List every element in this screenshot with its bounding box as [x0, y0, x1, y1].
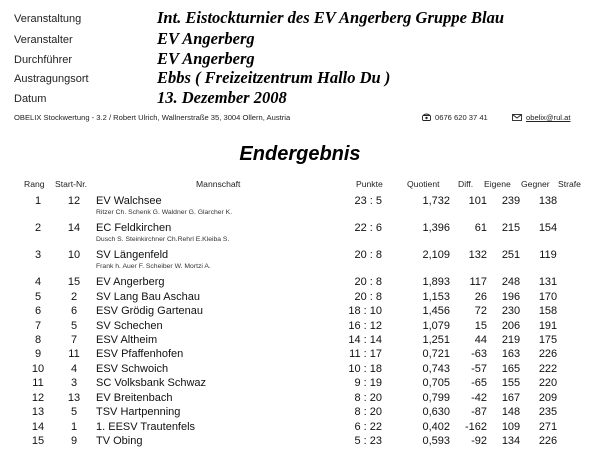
- envelope-icon: [512, 114, 522, 121]
- points: 20 : 8: [354, 291, 382, 303]
- rank: 3: [34, 249, 42, 261]
- start-number: 5: [70, 406, 78, 418]
- own-score: 206: [501, 320, 521, 332]
- rank: 10: [31, 363, 45, 375]
- team-name: EC Feldkirchen: [96, 222, 172, 234]
- difference: -87: [471, 406, 487, 418]
- quotient: 0,743: [422, 363, 450, 375]
- points: 22 : 6: [354, 222, 382, 234]
- start-number: 6: [70, 305, 78, 317]
- difference: -57: [471, 363, 487, 375]
- difference: 61: [474, 222, 487, 234]
- info-label: Datum: [14, 93, 47, 105]
- difference: 44: [474, 334, 487, 346]
- rank: 15: [31, 435, 45, 447]
- difference: -42: [471, 392, 487, 404]
- info-row-datum: [0, 88, 600, 110]
- rank: 8: [34, 334, 42, 346]
- points: 9 : 19: [354, 377, 382, 389]
- opponent-score: 271: [538, 421, 558, 433]
- opponent-score: 170: [538, 291, 558, 303]
- start-number: 9: [70, 435, 78, 447]
- info-row-austragungsort: [0, 68, 600, 90]
- opponent-score: 235: [538, 406, 558, 418]
- start-number: 14: [67, 222, 81, 234]
- header-start: Start-Nr.: [55, 179, 87, 189]
- quotient: 1,251: [422, 334, 450, 346]
- difference: 72: [474, 305, 487, 317]
- rank: 4: [34, 276, 42, 288]
- rank: 5: [34, 291, 42, 303]
- team-name: ESV Schwoich: [96, 363, 169, 375]
- own-score: 167: [501, 392, 521, 404]
- quotient: 2,109: [422, 249, 450, 261]
- team-name: ESV Altheim: [96, 334, 158, 346]
- opponent-score: 119: [539, 249, 557, 261]
- own-score: 134: [501, 435, 521, 447]
- difference: 117: [469, 276, 487, 288]
- header-strafe: Strafe: [558, 179, 581, 189]
- rank: 12: [31, 392, 45, 404]
- start-number: 1: [70, 421, 78, 433]
- points: 11 : 17: [349, 348, 382, 360]
- own-score: 215: [501, 222, 521, 234]
- team-name: ESV Pfaffenhofen: [96, 348, 184, 360]
- points: 6 : 22: [354, 421, 382, 433]
- rank: 9: [34, 348, 42, 360]
- quotient: 0,799: [422, 392, 450, 404]
- quotient: 0,593: [422, 435, 450, 447]
- start-number: 12: [67, 195, 81, 207]
- difference: 15: [474, 320, 487, 332]
- rank: 14: [31, 421, 45, 433]
- difference: -92: [471, 435, 487, 447]
- header-quotient: Quotient: [407, 179, 440, 189]
- info-label: Durchführer: [14, 54, 73, 66]
- rank: 7: [34, 320, 42, 332]
- opponent-score: 209: [538, 392, 558, 404]
- rank: 1: [34, 195, 42, 207]
- opponent-score: 226: [538, 348, 558, 360]
- points: 8 : 20: [354, 406, 382, 418]
- quotient: 1,732: [422, 195, 450, 207]
- own-score: 248: [501, 276, 521, 288]
- software-footer: [14, 113, 592, 127]
- points: 20 : 8: [354, 249, 382, 261]
- team-name: TSV Hartpenning: [96, 406, 181, 418]
- info-value: Int. Eistockturnier des EV Angerberg Gruppe Blau: [157, 8, 505, 27]
- difference: -65: [471, 377, 487, 389]
- opponent-score: 175: [538, 334, 558, 346]
- info-value: 13. Dezember 2008: [157, 88, 287, 107]
- email: [512, 113, 570, 122]
- own-score: 219: [501, 334, 521, 346]
- info-row-veranstaltung: [0, 8, 600, 30]
- quotient: 1,396: [422, 222, 450, 234]
- header-team: Mannschaft: [196, 179, 241, 189]
- own-score: 155: [501, 377, 521, 389]
- opponent-score: 154: [538, 222, 558, 234]
- own-score: 109: [501, 421, 521, 433]
- info-row-veranstalter: [0, 29, 600, 51]
- opponent-score: 220: [538, 377, 558, 389]
- start-number: 11: [68, 348, 80, 360]
- phone-icon: [422, 113, 431, 121]
- info-value: EV Angerberg: [157, 49, 255, 68]
- info-label: Austragungsort: [14, 73, 89, 85]
- own-score: 148: [501, 406, 521, 418]
- difference: 101: [468, 195, 487, 207]
- opponent-score: 131: [538, 276, 558, 288]
- points: 16 : 12: [348, 320, 382, 332]
- header-rang: Rang: [24, 179, 45, 189]
- team-name: SV Lang Bau Aschau: [96, 291, 200, 303]
- start-number: 3: [70, 377, 78, 389]
- points: 20 : 8: [354, 276, 382, 288]
- info-value: Ebbs ( Freizeitzentrum Hallo Du ): [157, 68, 391, 87]
- points: 18 : 10: [348, 305, 382, 317]
- start-number: 13: [67, 392, 81, 404]
- team-name: ESV Grödig Gartenau: [96, 305, 204, 317]
- difference: -63: [471, 348, 487, 360]
- team-name: EV Walchsee: [96, 195, 162, 207]
- opponent-score: 158: [538, 305, 558, 317]
- email-address[interactable]: obelix@rul.at: [526, 113, 571, 122]
- difference: 132: [468, 249, 487, 261]
- team-name: EV Angerberg: [96, 276, 165, 288]
- header-diff: Diff.: [458, 179, 474, 189]
- points: 8 : 20: [354, 392, 382, 404]
- start-number: 2: [70, 291, 78, 303]
- quotient: 0,721: [422, 348, 450, 360]
- team-name: SV Schechen: [96, 320, 163, 332]
- quotient: 1,079: [422, 320, 450, 332]
- own-score: 163: [501, 348, 521, 360]
- info-label: Veranstaltung: [14, 13, 82, 25]
- opponent-score: 138: [538, 195, 558, 207]
- quotient: 1,456: [422, 305, 450, 317]
- start-number: 7: [70, 334, 78, 346]
- phone-number: 0676 620 37 41: [435, 113, 488, 122]
- header-points: Punkte: [356, 179, 383, 189]
- rank: 11: [32, 377, 44, 389]
- own-score: 230: [501, 305, 521, 317]
- header-eigene: Eigene: [484, 179, 511, 189]
- own-score: 239: [501, 195, 521, 207]
- software-credit: OBELIX Stockwertung - 3.2 / Robert Ulrich, Wallnerstraße 35, 3004 Ollern, Austria: [14, 113, 291, 122]
- rank: 2: [34, 222, 42, 234]
- quotient: 1,893: [422, 276, 450, 288]
- difference: 26: [474, 291, 487, 303]
- page-title: Endergebnis: [239, 143, 361, 165]
- header-gegner: Gegner: [521, 179, 550, 189]
- rank: 13: [31, 406, 45, 418]
- players: Ritzer Ch. Schenk G. Waldner G. Glarcher K.: [96, 209, 233, 216]
- team-name: EV Breitenbach: [96, 392, 173, 404]
- points: 10 : 18: [348, 363, 382, 375]
- start-number: 10: [67, 249, 81, 261]
- opponent-score: 191: [538, 320, 558, 332]
- rank: 6: [34, 305, 42, 317]
- quotient: 0,402: [422, 421, 450, 433]
- own-score: 196: [501, 291, 521, 303]
- opponent-score: 222: [538, 363, 558, 375]
- info-value: EV Angerberg: [157, 29, 255, 48]
- players: Dusch S. Steinkirchner Ch.Rehrl E.Kleiba S.: [96, 236, 230, 243]
- start-number: 4: [70, 363, 78, 375]
- own-score: 251: [501, 249, 521, 261]
- phone: [422, 113, 488, 122]
- team-name: 1. EESV Trautenfels: [96, 421, 196, 433]
- points: 14 : 14: [348, 334, 382, 346]
- points: 23 : 5: [354, 195, 382, 207]
- quotient: 0,705: [422, 377, 450, 389]
- start-number: 5: [70, 320, 78, 332]
- team-name: SC Volksbank Schwaz: [96, 377, 207, 389]
- start-number: 15: [67, 276, 81, 288]
- team-name: SV Längenfeld: [96, 249, 169, 261]
- points: 5 : 23: [354, 435, 382, 447]
- quotient: 0,630: [422, 406, 450, 418]
- quotient: 1,153: [422, 291, 450, 303]
- info-label: Veranstalter: [14, 34, 73, 46]
- team-name: TV Obing: [96, 435, 143, 447]
- players: Frank h. Auer F. Scheiber W. Mortzi A.: [96, 263, 211, 270]
- opponent-score: 226: [538, 435, 558, 447]
- own-score: 165: [501, 363, 521, 375]
- difference: -162: [464, 421, 487, 433]
